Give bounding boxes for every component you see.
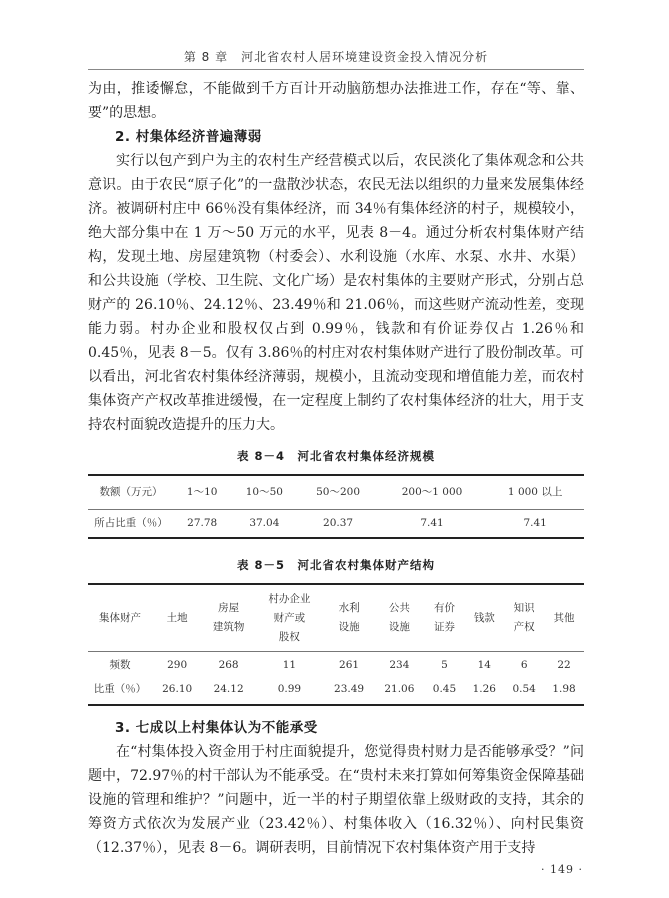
table-cell: 26.10 (152, 679, 202, 705)
header-line: 有价 (433, 602, 455, 614)
row-label: 比重（％） (88, 679, 152, 705)
header-cell (544, 584, 584, 652)
header-cell (324, 584, 374, 652)
header-cell (255, 584, 324, 652)
table-cell: 22 (544, 652, 584, 680)
header-cell (88, 584, 152, 652)
table-cell: 21.06 (374, 679, 424, 705)
table-row (88, 510, 584, 539)
header-line: 土地 (166, 611, 188, 624)
table-cell: 268 (202, 652, 255, 680)
header-line: 建筑物 (212, 621, 245, 633)
table-cell: 6 (504, 652, 544, 680)
header-line: 其他 (553, 611, 575, 624)
table-cell: 5 (425, 652, 465, 680)
header-line: 设施 (338, 621, 360, 633)
header-cell (152, 584, 202, 652)
header-line: 财产或 (273, 611, 306, 624)
header-line: 水利 (338, 602, 360, 614)
table-cell: 1.26 (464, 679, 504, 705)
row-label: 频数 (88, 652, 152, 680)
table-cell: 261 (324, 652, 374, 680)
table-cell: 11 (255, 652, 324, 680)
table-cell: 23.49 (324, 679, 374, 705)
table-header-row (88, 475, 584, 510)
header-cell: 数额（万元） (88, 475, 174, 510)
table-8-5 (88, 583, 584, 706)
table-cell: 0.99 (255, 679, 324, 705)
header-cell (425, 584, 465, 652)
table-cell: 0.45 (425, 679, 465, 705)
header-cell: 1 000 以上 (486, 475, 584, 510)
header-cell: 1～10 (174, 475, 230, 510)
section-2-title: 2. 村集体经济普遍薄弱 (115, 129, 262, 145)
table-8-5-caption: 表 8－5 河北省农村集体财产结构 (236, 558, 435, 572)
header-cell: 200～1 000 (378, 475, 486, 510)
section-3-paragraph: 在“村集体投入资金用于村庄面貌提升，您觉得贵村财力是否能够承受？”问题中，72.97％的村干部认为不能承受。在“贵村未来打算如何筹集资金保障基础设施的管理和维护？”问题中，近一半的村子期望依靠上级财政的支持，其余的筹资方式依次为发展产业（23.42％）、村集体收入（16.32％）、向村民集资（12.37％），见表 8－6。调研表明，目前情况下农村集体资产用于支持 (88, 744, 584, 856)
page (88, 0, 584, 878)
table-cell: 14 (464, 652, 504, 680)
table-cell: 7.41 (486, 510, 584, 539)
table-cell: 20.37 (298, 510, 378, 539)
table-8-4-caption: 表 8－4 河北省农村集体经济规模 (236, 449, 435, 463)
row-label: 所占比重（％） (88, 510, 174, 539)
header-cell (464, 584, 504, 652)
header-line: 村办企业 (268, 592, 311, 605)
table-cell: 37.04 (230, 510, 298, 539)
table-8-4 (88, 474, 584, 539)
page-number: · 149 · (541, 863, 583, 876)
header-cell: 50～200 (298, 475, 378, 510)
table-cell: 7.41 (378, 510, 486, 539)
header-cell (504, 584, 544, 652)
continued-paragraph: 为由，推诿懈怠，不能做到千方百计开动脑筋想办法推进工作，存在“等、靠、要”的思想。 (88, 81, 584, 121)
table-cell: 234 (374, 652, 424, 680)
header-cell (374, 584, 424, 652)
table-cell: 0.54 (504, 679, 544, 705)
header-line: 房屋 (218, 602, 240, 614)
section-2-paragraph: 实行以包产到户为主的农村生产经营模式以后，农民淡化了集体观念和公共意识。由于农民“原子化”的一盘散沙状态，农民无法以组织的力量来发展集体经济。被调研村庄中 66％没有集体经济，而 34％有集体经济的村子，规模较小，绝大部分集中在 1 万～50 万元的水平，见表 8－4。通过分析农村集体财产结构，发现土地、房屋建筑物（村委会）、水利设施（水库、水泵、水井、水渠）和公共设施（学校、卫生院、文化广场）是农村集体的主要财产形式，分别占总财产的 26.10％、24.12％、23.49％和 21.06％，而这些财产流动性差，变现能力弱。村办企业和股权仅占到 0.99％，钱款和有价证券仅占 1.26％和 0.45％，见表 8－5。仅有 3.86％的村庄对农村集体财产进行了股份制改革。可以看出，河北省农村集体经济薄弱，规模小，且流动变现和增值能力差，而农村集体资产产权改革推进缓慢，在一定程度上制约了农村集体经济的壮大，用于支持农村面貌改造提升的压力大。 (88, 153, 584, 433)
header-line: 证券 (433, 621, 455, 633)
table-cell: 1.98 (544, 679, 584, 705)
header-line: 设施 (388, 621, 410, 633)
header-line: 钱款 (473, 611, 495, 624)
header-cell: 10～50 (230, 475, 298, 510)
header-line: 股权 (278, 630, 300, 643)
header-line: 公共 (388, 602, 410, 614)
header-line: 集体财产 (99, 611, 141, 624)
header-line: 产权 (513, 621, 535, 633)
table-header-row (88, 584, 584, 652)
header-line: 知识 (513, 602, 535, 614)
section-3-title: 3. 七成以上村集体认为不能承受 (115, 720, 318, 736)
table-cell: 27.78 (174, 510, 230, 539)
running-head: 第 8 章 河北省农村人居环境建设资金投入情况分析 (183, 50, 489, 64)
header-cell (202, 584, 255, 652)
page-body (88, 77, 584, 860)
table-cell: 290 (152, 652, 202, 680)
table-row (88, 679, 584, 705)
table-cell: 24.12 (202, 679, 255, 705)
header-rule (88, 69, 584, 70)
table-row (88, 652, 584, 680)
